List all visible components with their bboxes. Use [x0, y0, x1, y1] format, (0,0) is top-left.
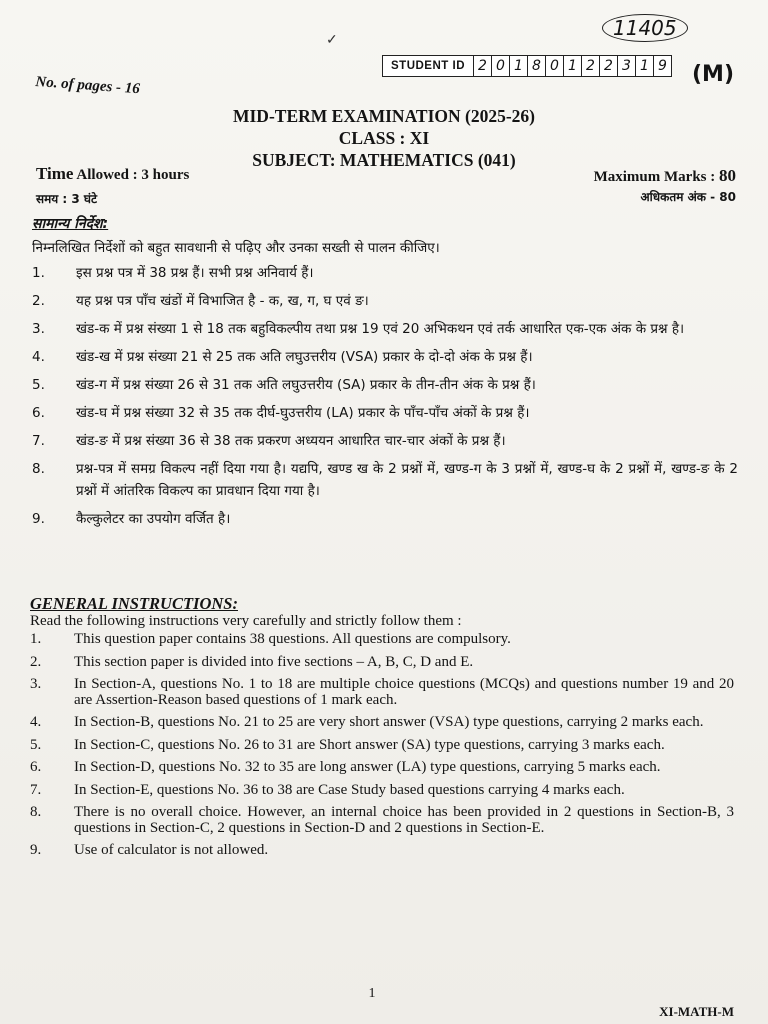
item-text: Use of calculator is not allowed.	[74, 842, 269, 858]
max-marks-value: 80	[719, 166, 736, 185]
list-item	[30, 805, 734, 836]
student-id-digit: 9	[658, 58, 667, 74]
hindi-instructions-intro: निम्नलिखित निर्देशों को बहुत सावधानी से पढ़िए और उनका सख्ती से पालन कीजिए।	[32, 240, 440, 256]
exam-class: CLASS : XI	[338, 128, 430, 148]
general-instructions-heading: GENERAL INSTRUCTIONS:	[30, 594, 238, 613]
item-text: In Section-D, questions No. 32 to 35 are long answer (LA) type questions, carrying 5 marks each.	[74, 759, 661, 775]
list-item	[32, 430, 738, 452]
time-value: Allowed : 3 hours	[76, 167, 190, 183]
list-item	[32, 318, 738, 340]
item-number: 4.	[32, 349, 45, 365]
item-text: This section paper is divided into five sections – A, B, C, D and E.	[74, 653, 474, 670]
item-number: 9.	[30, 842, 42, 858]
student-id-digit: 1	[636, 56, 654, 76]
list-item	[32, 402, 738, 424]
check-mark-icon: ✓	[326, 33, 338, 48]
list-item	[30, 715, 734, 731]
time-label: Time	[36, 164, 74, 183]
item-text: In Section-A, questions No. 1 to 18 are multiple choice questions (MCQs) and questions number 19 and 20 are Assertion-Reason based questions of 1 mark each.	[74, 676, 734, 708]
list-item	[32, 262, 738, 284]
student-id-digit: 2	[582, 56, 600, 76]
item-number: 8.	[30, 804, 42, 820]
list-item	[30, 783, 734, 799]
item-number: 8.	[32, 461, 45, 477]
item-number: 2.	[32, 293, 45, 309]
handwritten-code: 11405	[602, 14, 688, 42]
item-number: 5.	[32, 377, 45, 393]
student-id-digit: 0	[546, 56, 564, 76]
exam-title: MID-TERM EXAMINATION (2025-26)	[232, 106, 535, 126]
list-item	[30, 738, 734, 754]
item-number: 3.	[30, 676, 42, 692]
student-id-digit: 1	[564, 56, 582, 76]
page-count: No. of pages - 16	[34, 74, 141, 98]
item-number: 4.	[30, 714, 42, 730]
list-item	[30, 760, 734, 776]
item-number: 3.	[32, 321, 45, 337]
page-number: 1	[368, 986, 376, 1001]
student-id-digit: 8	[528, 56, 546, 76]
item-text: In Section-C, questions No. 26 to 31 are Short answer (SA) type questions, carrying 3 marks each.	[74, 736, 665, 753]
item-number: 7.	[30, 781, 42, 798]
student-id-label: STUDENT ID	[383, 56, 474, 76]
time-allowed	[36, 164, 189, 184]
maximum-marks	[594, 166, 736, 186]
item-text: इस प्रश्न पत्र में 38 प्रश्न हैं। सभी प्रश्न अनिवार्य हैं।	[76, 265, 314, 281]
item-text: यह प्रश्न पत्र पाँच खंडों में विभाजित है - क, ख, ग, घ एवं ङ।	[76, 293, 369, 309]
list-item	[32, 508, 738, 530]
item-text: खंड-घ में प्रश्न संख्या 32 से 35 तक दीर्घ-घुउत्तरीय (LA) प्रकार के पाँच-पाँच अंकों के प्रश्न हैं।	[76, 405, 530, 421]
item-number: 9.	[32, 511, 45, 527]
general-instructions-list	[30, 632, 734, 866]
item-number: 6.	[30, 759, 42, 775]
item-text: This question paper contains 38 questions. All questions are compulsory.	[74, 631, 511, 647]
max-marks-hindi: अधिकतम अंक - 80	[640, 190, 736, 204]
list-item	[32, 346, 738, 368]
item-text: कैल्कुलेटर का उपयोग वर्जित है।	[76, 511, 231, 527]
student-id-digit: 2	[474, 56, 492, 76]
item-number: 5.	[30, 736, 42, 753]
item-number: 1.	[32, 265, 45, 281]
exam-subject: SUBJECT: MATHEMATICS (041)	[252, 150, 516, 170]
general-instructions-intro: Read the following instructions very carefully and strictly follow them :	[30, 613, 462, 629]
hindi-instructions-list	[32, 262, 738, 536]
list-item	[30, 632, 734, 648]
item-text: प्रश्न-पत्र में समग्र विकल्प नहीं दिया गया है। यद्यपि, खण्ड ख के 2 प्रश्नों में, खण्ड-ग के 3 प्रश्नों में, खण्ड-घ के 2 प्रश्नों में, खण्ड-ङ के 2 प्रश्नों में आंतरिक विकल्प का प्रावधान दिया गया है।	[76, 461, 738, 499]
list-item	[32, 374, 738, 396]
paper-code: XI-MATH-M	[659, 1004, 734, 1019]
item-number: 1.	[30, 631, 42, 647]
item-number: 2.	[30, 653, 42, 670]
max-marks-label: Maximum Marks :	[593, 169, 716, 185]
item-text: खंड-ङ में प्रश्न संख्या 36 से 38 तक प्रकरण अध्ययन आधारित चार-चार अंकों के प्रश्न हैं।	[76, 433, 506, 449]
item-text: In Section-E, questions No. 36 to 38 are Case Study based questions carrying 4 marks each.	[74, 781, 625, 798]
item-number: 6.	[32, 405, 45, 421]
student-id-digit: 1	[510, 56, 528, 76]
item-text: खंड-ग में प्रश्न संख्या 26 से 31 तक अति लघुउत्तरीय (SA) प्रकार के तीन-तीन अंक के प्रश्न हैं।	[76, 377, 536, 393]
student-id-box	[382, 55, 672, 77]
list-item	[30, 655, 734, 671]
list-item	[30, 843, 734, 859]
item-text: खंड-ख में प्रश्न संख्या 21 से 25 तक अति लघुउत्तरीय (VSA) प्रकार के दो-दो अंक के प्रश्न हैं।	[76, 349, 533, 365]
hindi-instructions-heading: सामान्य निर्देश:	[32, 216, 109, 232]
item-text: खंड-क में प्रश्न संख्या 1 से 18 तक बहुविकल्पीय तथा प्रश्न 19 एवं 20 अभिकथन एवं तर्क आधारित एक-एक अंक के प्रश्न है।	[76, 321, 685, 337]
student-id-digit: 0	[492, 56, 510, 76]
item-text: There is no overall choice. However, an internal choice has been provided in 2 questions in Section-B, 3 questions in Section-C, 2 questions in Section-D and 2 questions in Section-E.	[74, 804, 734, 836]
student-id-digit: 2	[600, 56, 618, 76]
time-hindi: समय : 3 घंटे	[36, 192, 98, 206]
list-item	[30, 677, 734, 708]
list-item	[32, 290, 738, 312]
item-number: 7.	[32, 433, 45, 449]
item-text: In Section-B, questions No. 21 to 25 are very short answer (VSA) type questions, carrying 2 marks each.	[74, 714, 704, 730]
set-badge: (M)	[692, 62, 735, 87]
list-item	[32, 458, 738, 502]
student-id-digit: 3	[618, 56, 636, 76]
